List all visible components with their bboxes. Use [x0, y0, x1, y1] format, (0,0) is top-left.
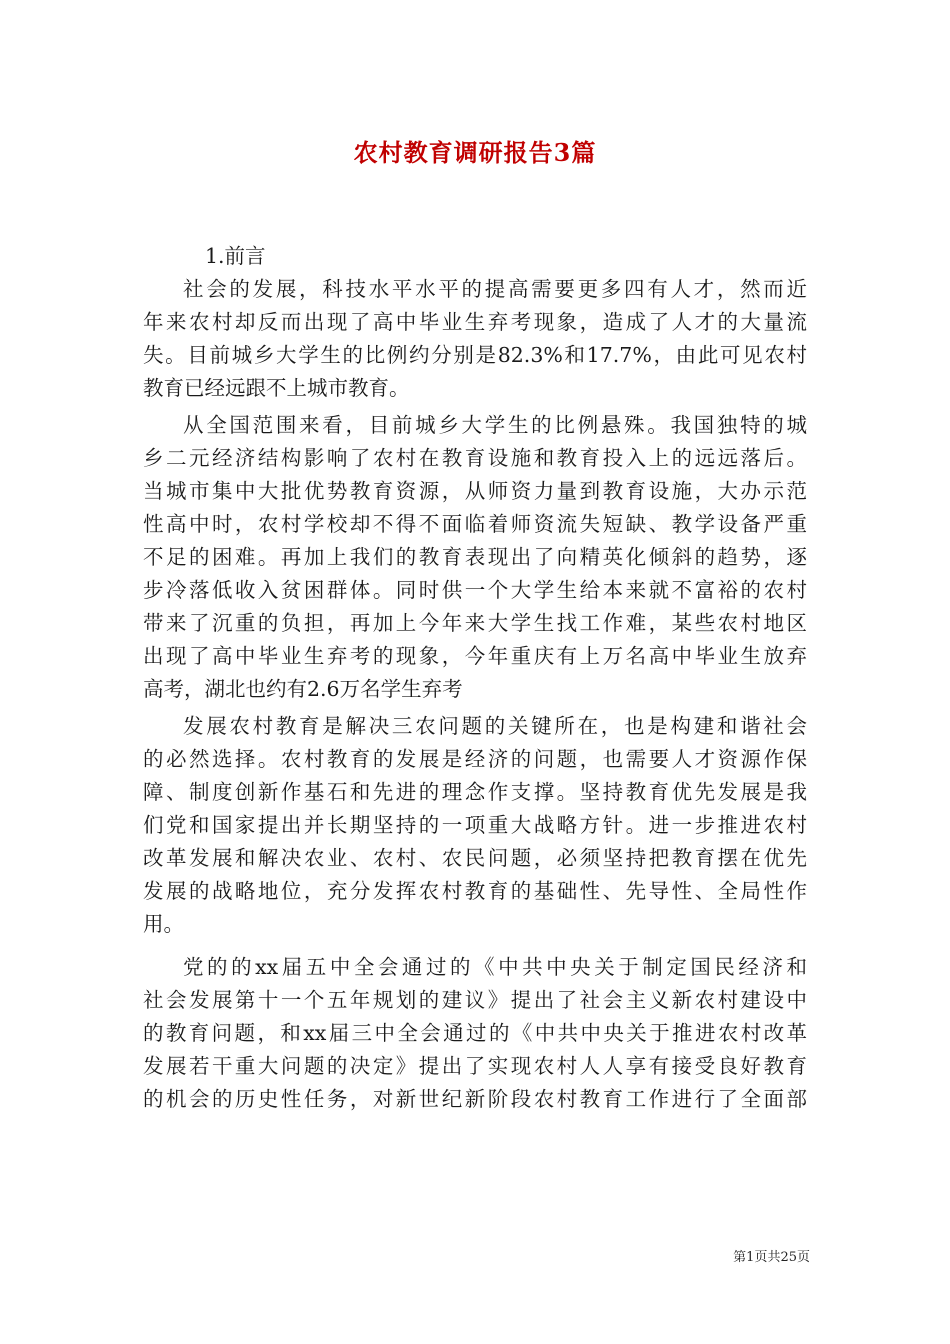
text-line: 改革发展和解决农业、农村、农民问题，必须坚持把教育摆在优先: [143, 846, 807, 870]
text-line: 失。目前城乡大学生的比例约分别是82.3%和17.7%，由此可见农村: [143, 343, 807, 367]
text-line: 社会的发展，科技水平水平的提高需要更多四有人才，然而近: [183, 277, 807, 301]
text-line: 的教育问题，和xx届三中全会通过的《中共中央关于推进农村改革: [143, 1021, 807, 1045]
text-line: 步冷落低收入贫困群体。同时供一个大学生给本来就不富裕的农村: [143, 578, 807, 602]
text-line: 党的的xx届五中全会通过的《中共中央关于制定国民经济和: [183, 955, 807, 979]
text-line: 不足的困难。再加上我们的教育表现出了向精英化倾斜的趋势，逐: [143, 545, 807, 569]
text-line: 性高中时，农村学校却不得不面临着师资流失短缺、教学设备严重: [143, 512, 807, 536]
text-line: 教育已经远跟不上城市教育。: [143, 376, 410, 400]
section-heading: 1.前言: [205, 244, 266, 268]
text-line: 当城市集中大批优势教育资源，从师资力量到教育设施，大办示范: [143, 479, 807, 503]
paragraph: [143, 409, 807, 706]
text-line: 的必然选择。农村教育的发展是经济的问题，也需要人才资源作保: [143, 747, 807, 771]
text-line: 们党和国家提出并长期坚持的一项重大战略方针。进一步推进农村: [143, 813, 807, 837]
text-line: 用。: [143, 912, 184, 936]
paragraph: [143, 273, 807, 405]
paragraph: [143, 951, 807, 1116]
text-line: 年来农村却反而出现了高中毕业生弃考现象，造成了人才的大量流: [143, 310, 807, 334]
text-line: 从全国范围来看，目前城乡大学生的比例悬殊。我国独特的城: [183, 413, 807, 437]
text-line: 带来了沉重的负担，再加上今年来大学生找工作难，某些农村地区: [143, 611, 807, 635]
text-line: 社会发展第十一个五年规划的建议》提出了社会主义新农村建设中: [143, 988, 807, 1012]
text-line: 的机会的历史性任务，对新世纪新阶段农村教育工作进行了全面部: [143, 1087, 807, 1111]
page-number-footer: 第1页共25页: [733, 1250, 810, 1265]
document-body: [143, 240, 807, 1116]
paragraph: [143, 710, 807, 941]
text-line: 发展农村教育是解决三农问题的关键所在，也是构建和谐社会: [183, 714, 807, 738]
text-line: 发展若干重大问题的决定》提出了实现农村人人享有接受良好教育: [143, 1054, 807, 1078]
text-line: 高考，湖北也约有2.6万名学生弃考: [143, 677, 463, 701]
text-line: 乡二元经济结构影响了农村在教育设施和教育投入上的远远落后。: [143, 446, 807, 470]
document-title: 农村教育调研报告3篇: [353, 138, 597, 167]
text-line: 出现了高中毕业生弃考的现象，今年重庆有上万名高中毕业生放弃: [143, 644, 807, 668]
text-line: 发展的战略地位，充分发挥农村教育的基础性、先导性、全局性作: [143, 879, 807, 903]
text-line: 障、制度创新作基石和先进的理念作支撑。坚持教育优先发展是我: [143, 780, 807, 804]
